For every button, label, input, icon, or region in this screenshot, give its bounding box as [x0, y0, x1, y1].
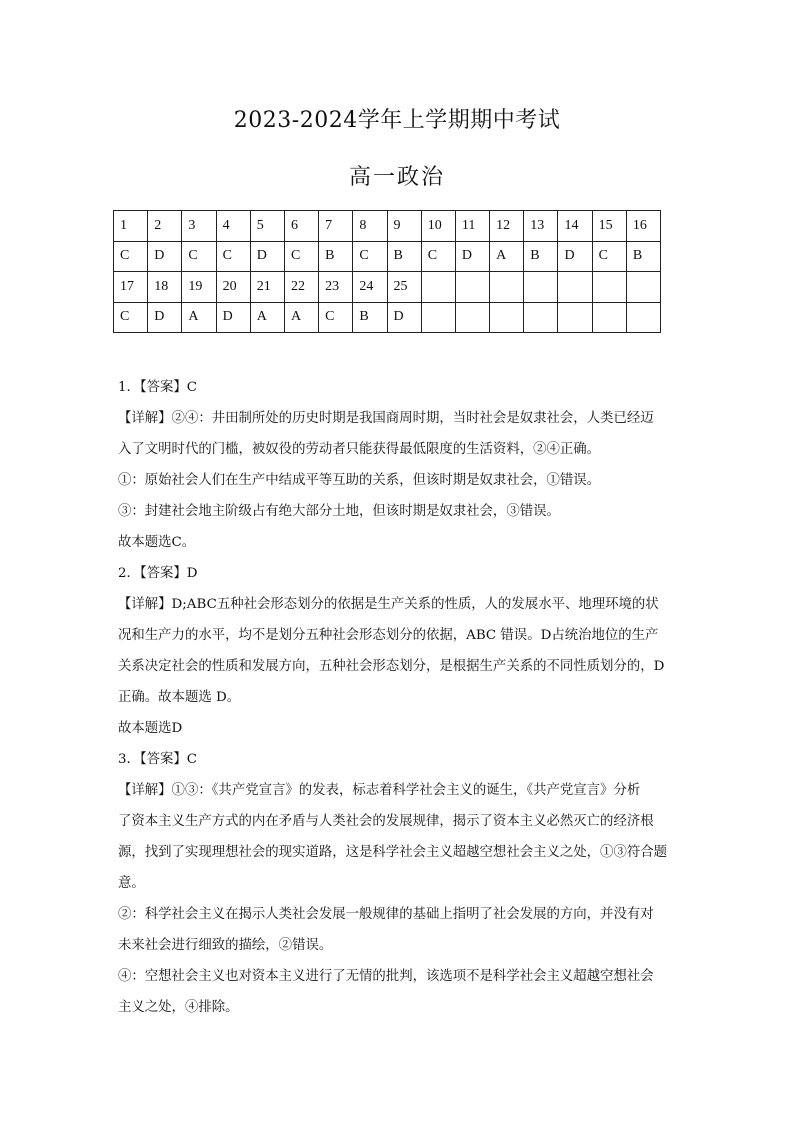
answer-cell	[455, 302, 489, 333]
question-number-cell: 16	[626, 211, 660, 242]
answer-cell: C	[114, 241, 148, 272]
answer-cell: C	[319, 302, 353, 333]
explanation-line: 未来社会进行细致的描绘，②错误。	[118, 938, 333, 953]
explanation-line: ③：封建社会地主阶级占有绝大部分土地，但该时期是奴隶社会，③错误。	[118, 504, 560, 519]
question-number-cell: 5	[250, 211, 284, 242]
question-number-cell: 4	[216, 211, 250, 242]
answer-cell	[558, 302, 592, 333]
question-number-cell: 22	[284, 272, 318, 303]
answer-cell	[421, 302, 455, 333]
question-number-cell: 15	[592, 211, 626, 242]
question-number-cell	[592, 272, 626, 303]
answer-table	[113, 210, 661, 333]
explanation-line: 意。	[118, 876, 145, 891]
question-number-cell: 14	[558, 211, 592, 242]
answer-table-row	[114, 241, 661, 272]
answer-cell: C	[182, 241, 216, 272]
answer-cell: C	[114, 302, 148, 333]
page-subtitle: 高一政治	[348, 165, 445, 190]
answer-cell: D	[148, 241, 182, 272]
question-number-cell: 21	[250, 272, 284, 303]
answer-cell	[592, 302, 626, 333]
explanation-line: 正确。故本题选 D。	[118, 690, 241, 705]
answer-cell: D	[216, 302, 250, 333]
explanation-line: 入了文明时代的门槛，被奴役的劳动者只能获得最低限度的生活资料，②④正确。	[118, 442, 601, 457]
answer-cell: B	[524, 241, 558, 272]
question-number-cell	[626, 272, 660, 303]
explanation-line: ①：原始社会人们在生产中结成平等互助的关系，但该时期是奴隶社会，①错误。	[118, 473, 601, 488]
answer-cell	[524, 302, 558, 333]
question-number-cell: 6	[284, 211, 318, 242]
question-number-cell: 12	[490, 211, 524, 242]
answer-cell: B	[353, 302, 387, 333]
answer-cell: C	[284, 241, 318, 272]
question-number-cell: 13	[524, 211, 558, 242]
question-number-cell: 19	[182, 272, 216, 303]
answer-table-row	[114, 272, 661, 303]
explanation-line: 【详解】D;ABC五种社会形态划分的依据是生产关系的性质，人的发展水平、地理环境的状	[118, 597, 659, 612]
explanation-line: 况和生产力的水平，均不是划分五种社会形态划分的依据，ABC 错误。D占统治地位的生产	[118, 628, 659, 643]
explanation-line: 【详解】①③：《共产党宣言》的发表，标志着科学社会主义的诞生，《共产党宣言》分析	[118, 783, 641, 798]
explanation-line: ④：空想社会主义也对资本主义进行了无情的批判，该选项不是科学社会主义超越空想社会	[118, 969, 654, 984]
question-number-cell	[558, 272, 592, 303]
answer-cell: A	[182, 302, 216, 333]
answer-cell: C	[353, 241, 387, 272]
question-number-cell: 11	[455, 211, 489, 242]
question-number-cell: 23	[319, 272, 353, 303]
question-number-cell: 10	[421, 211, 455, 242]
explanations	[118, 372, 684, 1023]
explanation-line: 主义之处，④排除。	[118, 1000, 239, 1015]
answer-cell: B	[319, 241, 353, 272]
answer-line: 2．【答案】D	[118, 566, 198, 581]
answer-cell: B	[387, 241, 421, 272]
explanation-line: 故本题选D	[118, 721, 183, 736]
answer-cell: A	[250, 302, 284, 333]
answer-line: 1．【答案】C	[118, 380, 198, 395]
explanation-line: 故本题选C。	[118, 535, 196, 550]
question-number-cell: 7	[319, 211, 353, 242]
question-number-cell: 24	[353, 272, 387, 303]
question-number-cell: 3	[182, 211, 216, 242]
question-number-cell	[490, 272, 524, 303]
question-number-cell: 20	[216, 272, 250, 303]
answer-cell: C	[216, 241, 250, 272]
answer-cell: D	[455, 241, 489, 272]
answer-cell: D	[558, 241, 592, 272]
answer-cell: D	[387, 302, 421, 333]
question-number-cell: 1	[114, 211, 148, 242]
answer-cell: C	[421, 241, 455, 272]
answer-cell: D	[148, 302, 182, 333]
explanation-line: 源，找到了实现理想社会的现实道路，这是科学社会主义超越空想社会主义之处，①③符合题	[118, 845, 668, 860]
question-number-cell: 8	[353, 211, 387, 242]
page-title: 2023-2024学年上学期期中考试	[233, 108, 561, 133]
answer-cell: A	[490, 241, 524, 272]
explanation-line: ②：科学社会主义在揭示人类社会发展一般规律的基础上指明了社会发展的方向，并没有对	[118, 907, 654, 922]
question-number-cell	[455, 272, 489, 303]
question-number-cell: 25	[387, 272, 421, 303]
answer-cell: B	[626, 241, 660, 272]
answer-cell: C	[592, 241, 626, 272]
question-number-cell	[421, 272, 455, 303]
answer-line: 3．【答案】C	[118, 752, 198, 767]
explanation-line: 关系决定社会的性质和发展方向，五种社会形态划分，是根据生产关系的不同性质划分的，D	[118, 659, 665, 674]
answer-cell: A	[284, 302, 318, 333]
explanation-line: 了资本主义生产方式的内在矛盾与人类社会的发展规律，揭示了资本主义必然灭亡的经济根	[118, 814, 654, 829]
answer-cell	[490, 302, 524, 333]
explanation-line: 【详解】②④：井田制所处的历史时期是我国商周时期，当时社会是奴隶社会，人类已经迈	[118, 411, 654, 426]
question-number-cell	[524, 272, 558, 303]
answer-cell: D	[250, 241, 284, 272]
question-number-cell: 17	[114, 272, 148, 303]
answer-cell	[626, 302, 660, 333]
answer-table-row	[114, 211, 661, 242]
question-number-cell: 9	[387, 211, 421, 242]
question-number-cell: 18	[148, 272, 182, 303]
answer-table-row	[114, 302, 661, 333]
question-number-cell: 2	[148, 211, 182, 242]
